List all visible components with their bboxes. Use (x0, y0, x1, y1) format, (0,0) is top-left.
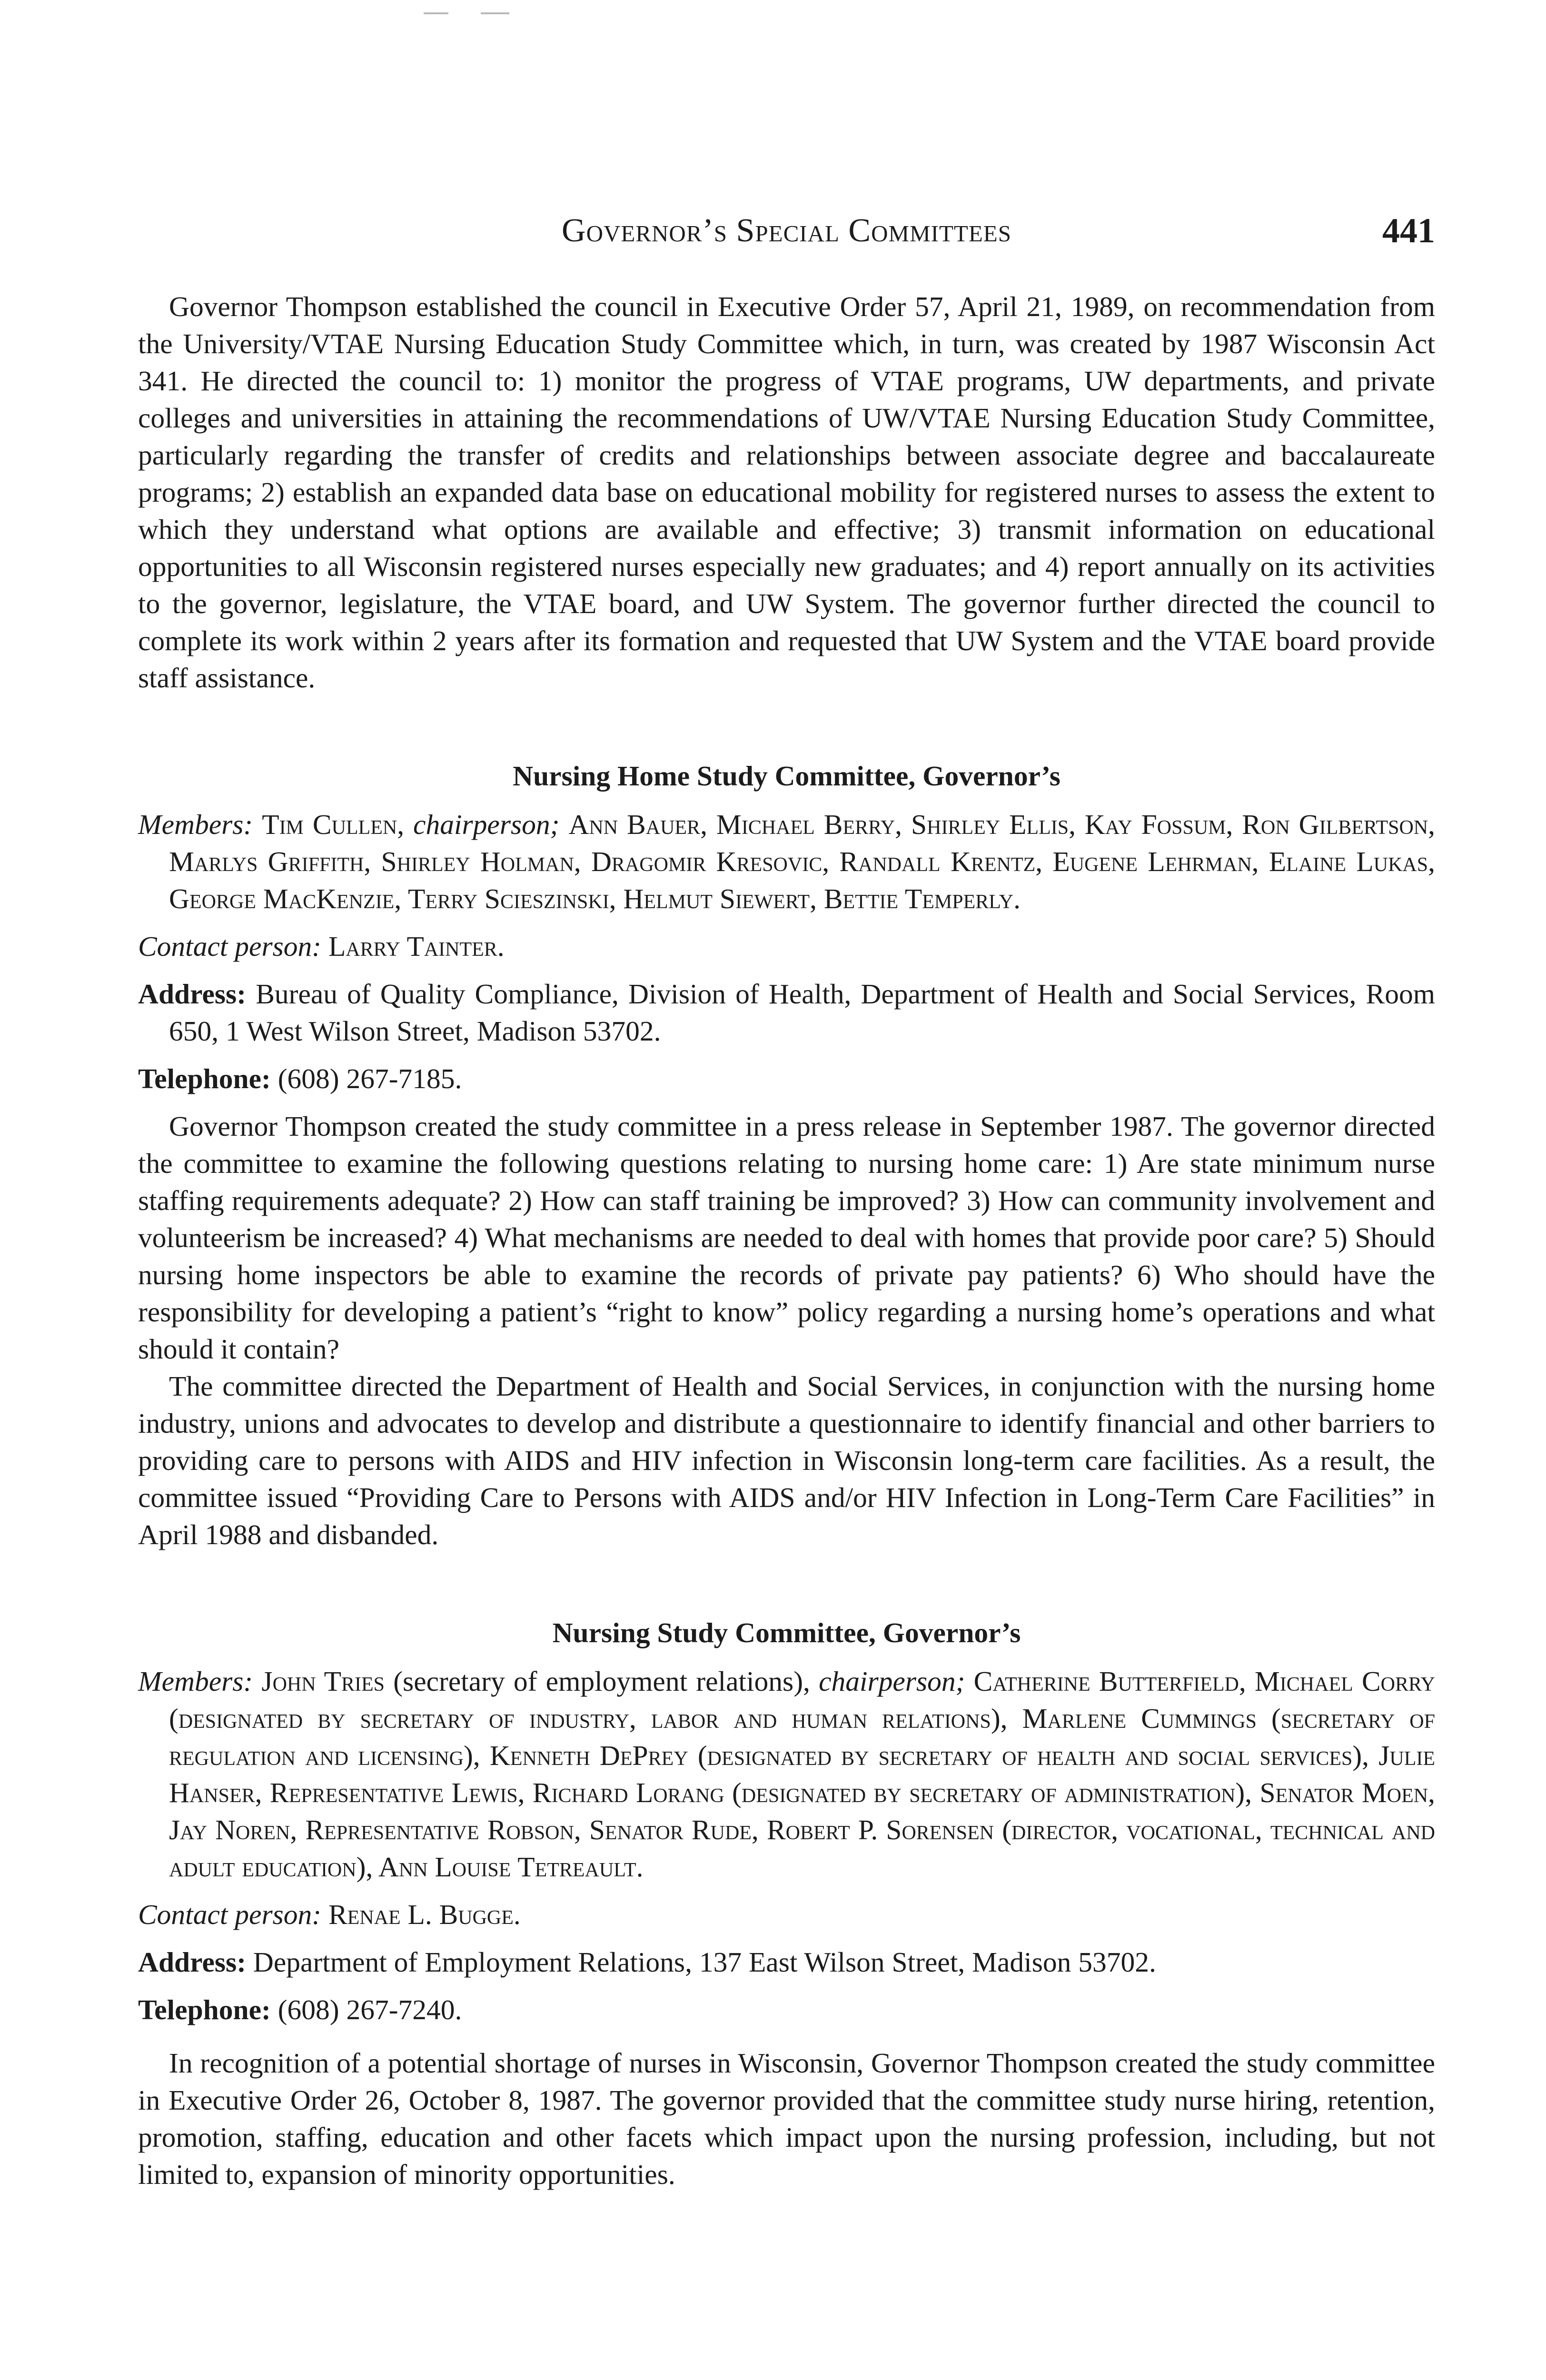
scan-mark (481, 12, 509, 14)
address-label: Address: (138, 1946, 247, 1978)
contact-name: Renae L. Bugge. (328, 1899, 521, 1930)
spacer (138, 2039, 1435, 2044)
chair-role: chairperson; (413, 809, 560, 840)
body-paragraph: In recognition of a potential shortage of nurses in Wisconsin, Governor Thompson created the study committee in Executive Order 26, October 8, 1987. The governor provided that the committee study nurse hiring, retention, promotion, staffing, education and other facets which impact upon the nursing profession, including, but not limited to, expansion of minority opportunities. (138, 2047, 1435, 2190)
telephone-entry (138, 1060, 1435, 1097)
running-head (138, 209, 1435, 262)
intro-paragraph: Governor Thompson established the council in Executive Order 57, April 21, 1989, on recommendation from the University/VTAE Nursing Education Study Committee which, in turn, was created by 1987 Wisconsin Act 341. He directed the council to: 1) monitor the progress of VTAE programs, UW departments, and private colleges and universities in attaining the recommendations of UW/VTAE Nursing Education Study Committee, particularly regarding the transfer of credits and relationships between associate degree and baccalaureate programs; 2) establish an expanded data base on educational mobility for registered nurses to assess the extent to which they understand what options are available and effective; 3) transmit information on educational opportunities to all Wisconsin registered nurses especially new graduates; and 4) report annually on its activities to the governor, legislature, the VTAE board, and UW System. The governor further directed the council to complete its work within 2 years after its formation and requested that UW System and the VTAE board provide staff assistance. (138, 291, 1435, 694)
chair-name: Tim Cullen, (262, 809, 405, 840)
address-text: Bureau of Quality Compliance, Division of Health, Department of Health and Social Services, Room 650, 1 West Wilson Street, Madison 53702. (169, 978, 1435, 1047)
telephone-label: Telephone: (138, 1063, 271, 1094)
members-label: Members: (138, 809, 253, 840)
contact-label: Contact person: (138, 931, 322, 962)
page-number: 441 (1382, 211, 1435, 250)
body-paragraph: The committee directed the Department of Health and Social Services, in conjunction with the nursing home industry, unions and advocates to develop and distribute a questionnaire to identify financial and other barriers to providing care to persons with AIDS and HIV infection in Wisconsin long-term care facilities. As a result, the committee issued “Providing Care to Persons with AIDS and/or HIV Infection in Long-Term Care Facilities” in April 1988 and disbanded. (138, 1370, 1435, 1550)
scan-mark (424, 12, 448, 14)
address-label: Address: (138, 978, 247, 1010)
chair-note: (secretary of employment relations), (393, 1666, 810, 1697)
section-heading-nursing-home: Nursing Home Study Committee, Governor’s (513, 760, 1060, 792)
running-title: Governor’s Special Committees (562, 212, 1011, 249)
contact-entry (138, 928, 1435, 965)
contact-name: Larry Tainter. (328, 931, 505, 962)
members-list: Catherine Butterfield, Michael Corry (designated by secretary of industry, labor and human relations), Marlene Cummings (secretary of regulation and licensing), Kenneth DePrey (designated by secretary of health and social services), Julie Hanser, Representative Lewis, Richard Lorang (designated by secretary of administration), Senator Moen, Jay Noren, Representative Robson, Senator Rude, Robert P. Sorensen (director, vocational, technical and adult education), Ann Louise Tetreault. (169, 1666, 1435, 1883)
body-paragraph: Governor Thompson created the study committee in a press release in September 1987. The governor directed the committee to examine the following questions relating to nursing home care: 1) Are state minimum nurse staffing requirements adequate? 2) How can staff training be improved? 3) How can community involvement and volunteerism be increased? 4) What mechanisms are needed to deal with homes that provide poor care? 5) Should nursing home inspectors be able to examine the records of private pay patients? 6) Who should have the responsibility for developing a patient’s “right to know” policy regarding a nursing home’s operations and what should it contain? (138, 1111, 1435, 1365)
address-entry (138, 1944, 1435, 1981)
members-list: Ann Bauer, Michael Berry, Shirley Ellis, Kay Fossum, Ron Gilbertson, Marlys Griffith, Shirley Holman, Dragomir Kresovic, Randall Krentz, Eugene Lehrman, Elaine Lukas, George MacKenzie, Terry Scieszinski, Helmut Siewert, Bettie Temperly. (169, 809, 1436, 914)
body-text (138, 288, 1435, 2193)
members-entry (138, 806, 1435, 917)
members-label: Members: (138, 1666, 253, 1697)
telephone-number: (608) 267-7240. (277, 1994, 462, 2025)
members-entry (138, 1663, 1435, 1885)
address-entry (138, 975, 1435, 1050)
chair-name: John Tries (261, 1666, 385, 1697)
contact-entry (138, 1896, 1435, 1933)
address-text: Department of Employment Relations, 137 East Wilson Street, Madison 53702. (253, 1946, 1156, 1978)
telephone-entry (138, 1991, 1435, 2028)
contact-label: Contact person: (138, 1899, 322, 1930)
section-heading-nursing-study: Nursing Study Committee, Governor’s (552, 1617, 1021, 1648)
telephone-label: Telephone: (138, 1994, 271, 2025)
chair-role: chairperson; (819, 1666, 965, 1697)
telephone-number: (608) 267-7185. (277, 1063, 462, 1094)
